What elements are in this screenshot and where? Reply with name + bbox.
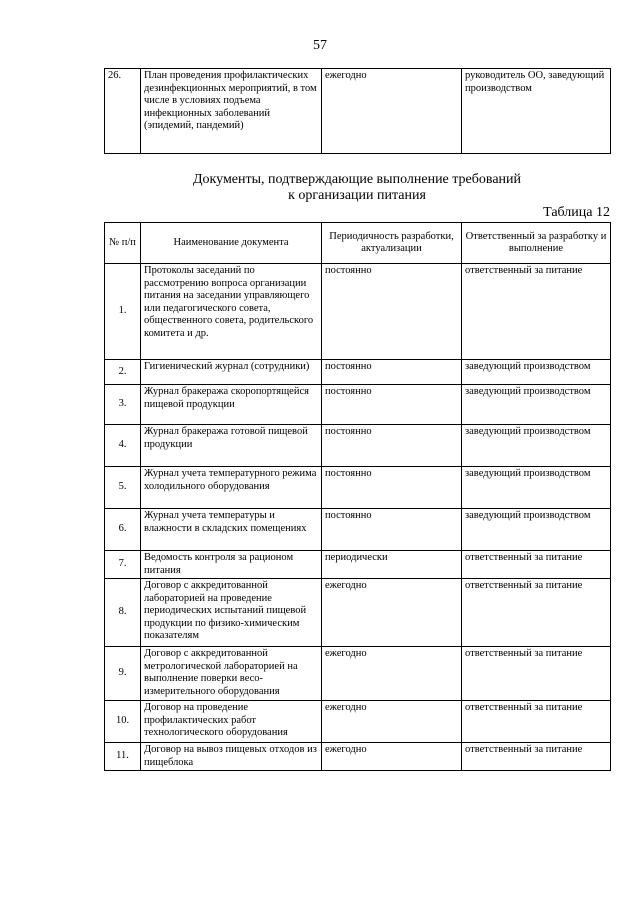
- row-number: 7.: [105, 551, 141, 579]
- document-name: Журнал учета температурного режима холодильного оборудования: [141, 467, 322, 509]
- row-number: 6.: [105, 509, 141, 551]
- document-name: Договор с аккредитованной метрологической лабораторией на выполнение поверки весо-измерительного оборудования: [141, 647, 322, 701]
- responsible: ответственный за питание: [462, 579, 611, 647]
- row-number: 3.: [105, 385, 141, 425]
- table-row: [105, 743, 611, 771]
- periodicity: ежегодно: [322, 743, 462, 771]
- periodicity: постоянно: [322, 385, 462, 425]
- row-number: 4.: [105, 425, 141, 467]
- document-name: Журнал бракеража скоропортящейся пищевой продукции: [141, 385, 322, 425]
- periodicity: ежегодно: [322, 701, 462, 743]
- periodicity: постоянно: [322, 360, 462, 385]
- section-heading-line1: Документы, подтверждающие выполнение требований: [192, 172, 522, 187]
- document-name: Договор на проведение профилактических работ технологического оборудования: [141, 701, 322, 743]
- table-header-row: [105, 223, 611, 264]
- periodicity: постоянно: [322, 509, 462, 551]
- periodicity: постоянно: [322, 467, 462, 509]
- column-header-responsible: Ответственный за разработку и выполнение: [462, 223, 611, 264]
- table-row: [105, 385, 611, 425]
- row-number: 26.: [105, 69, 141, 154]
- table-row: [105, 551, 611, 579]
- document-name: Гигиенический журнал (сотрудники): [141, 360, 322, 385]
- responsible: заведующий производством: [462, 385, 611, 425]
- table-caption: Таблица 12: [543, 205, 610, 220]
- periodicity: постоянно: [322, 264, 462, 360]
- document-name: Журнал учета температуры и влажности в складских помещениях: [141, 509, 322, 551]
- responsible: ответственный за питание: [462, 551, 611, 579]
- row-number: 9.: [105, 647, 141, 701]
- responsible: руководитель ОО, заведующий производством: [462, 69, 611, 154]
- table-row: [105, 509, 611, 551]
- page-number: 57: [313, 38, 327, 53]
- responsible: заведующий производством: [462, 467, 611, 509]
- row-number: 5.: [105, 467, 141, 509]
- table-row: [105, 360, 611, 385]
- table-row: [105, 69, 611, 154]
- responsible: заведующий производством: [462, 509, 611, 551]
- table-row: [105, 467, 611, 509]
- table-row: [105, 264, 611, 360]
- responsible: ответственный за питание: [462, 647, 611, 701]
- column-header-number: № п/п: [105, 223, 141, 264]
- document-name: Ведомость контроля за рационом питания: [141, 551, 322, 579]
- document-name: Журнал бракеража готовой пищевой продукции: [141, 425, 322, 467]
- responsible: ответственный за питание: [462, 743, 611, 771]
- periodicity: постоянно: [322, 425, 462, 467]
- table-row: [105, 425, 611, 467]
- periodicity: ежегодно: [322, 647, 462, 701]
- periodicity: периодически: [322, 551, 462, 579]
- row-number: 2.: [105, 360, 141, 385]
- periodicity: ежегодно: [322, 579, 462, 647]
- responsible: ответственный за питание: [462, 264, 611, 360]
- responsible: ответственный за питание: [462, 701, 611, 743]
- responsible: заведующий производством: [462, 425, 611, 467]
- document-name: План проведения профилактических дезинфекционных мероприятий, в том числе в условиях подъема инфекционных заболеваний (эпидемий, пандемий): [141, 69, 322, 154]
- row-number: 1.: [105, 264, 141, 360]
- document-name: Договор с аккредитованной лабораторией на проведение периодических испытаний пищевой продукции по физико-химическим показателям: [141, 579, 322, 647]
- row-number: 10.: [105, 701, 141, 743]
- document-name: Договор на вывоз пищевых отходов из пищеблока: [141, 743, 322, 771]
- section-heading-line2: к организации питания: [288, 188, 426, 203]
- periodicity: ежегодно: [322, 69, 462, 154]
- column-header-periodicity: Периодичность разработки, актуализации: [322, 223, 462, 264]
- row-number: 11.: [105, 743, 141, 771]
- table-row: [105, 579, 611, 647]
- continued-table: [104, 68, 611, 154]
- documents-table: [104, 222, 611, 771]
- column-header-name: Наименование документа: [141, 223, 322, 264]
- responsible: заведующий производством: [462, 360, 611, 385]
- row-number: 8.: [105, 579, 141, 647]
- document-name: Протоколы заседаний по рассмотрению вопроса организации питания на заседании управляющего или педагогического совета, общественного совета, родительского комитета и др.: [141, 264, 322, 360]
- table-row: [105, 647, 611, 701]
- table-row: [105, 701, 611, 743]
